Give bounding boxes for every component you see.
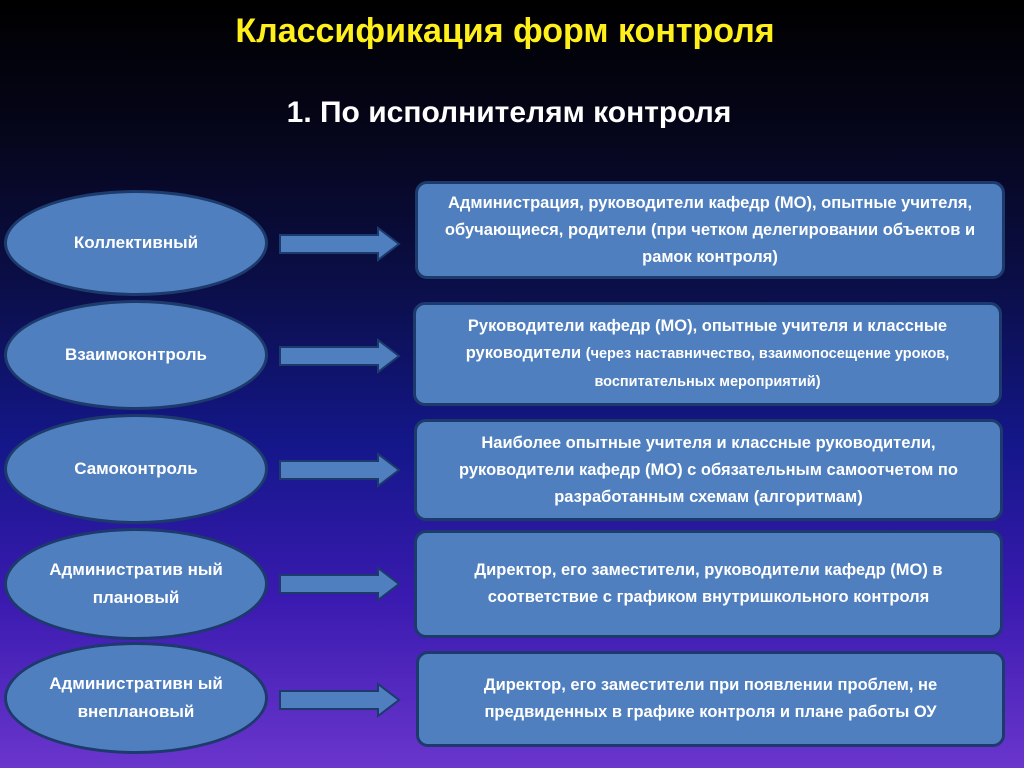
arrow-right-icon (278, 338, 402, 374)
executors-box-mutual (413, 302, 1002, 406)
arrow-right-icon (278, 682, 402, 718)
form-label: Административ ный плановый (49, 560, 223, 607)
form-label: Коллективный (73, 233, 199, 252)
slide-subtitle: 1. По исполнителям контроля (286, 96, 732, 129)
executors-box-admin-unplanned (416, 651, 1005, 747)
slide-title: Классификация форм контроля (235, 12, 775, 50)
executors-text: Директор, его заместители, руководители кафедр (МО) в соответствие с графиком внутришкольного контроля (474, 561, 943, 606)
form-oval-admin-unplanned (4, 642, 268, 754)
form-oval-self (4, 414, 268, 524)
arrow-right-icon (278, 226, 402, 262)
executors-note: (через наставничество, взаимопосещение уроков, воспитательных мероприятий) (585, 345, 950, 390)
executors-text: Руководители кафедр (МО), опытные учителя и классные руководители (465, 316, 948, 362)
arrow-right-icon (278, 566, 402, 602)
executors-text: Наиболее опытные учителя и классные руководители, руководители кафедр (МО) с обязательным самоотчетом по разработанным схемам (алгоритмам) (459, 433, 958, 506)
form-oval-mutual (4, 300, 268, 410)
arrow-right-icon (278, 452, 402, 488)
form-oval-admin-planned (4, 528, 268, 640)
executors-box-self (414, 419, 1003, 521)
executors-text: Администрация, руководители кафедр (МО), опытные учителя, обучающиеся, родители (при четком делегировании объектов и рамок контроля) (444, 193, 976, 266)
executors-box-admin-planned (414, 530, 1003, 638)
executors-text: Директор, его заместители при появлении проблем, не предвиденных в графике контроля и плане работы ОУ (483, 676, 938, 721)
executors-box-collective (415, 181, 1005, 279)
form-label: Взаимоконтроль (64, 345, 207, 364)
form-label: Административн ый внеплановый (49, 674, 223, 721)
form-label: Самоконтроль (74, 459, 198, 478)
form-oval-collective (4, 190, 268, 296)
